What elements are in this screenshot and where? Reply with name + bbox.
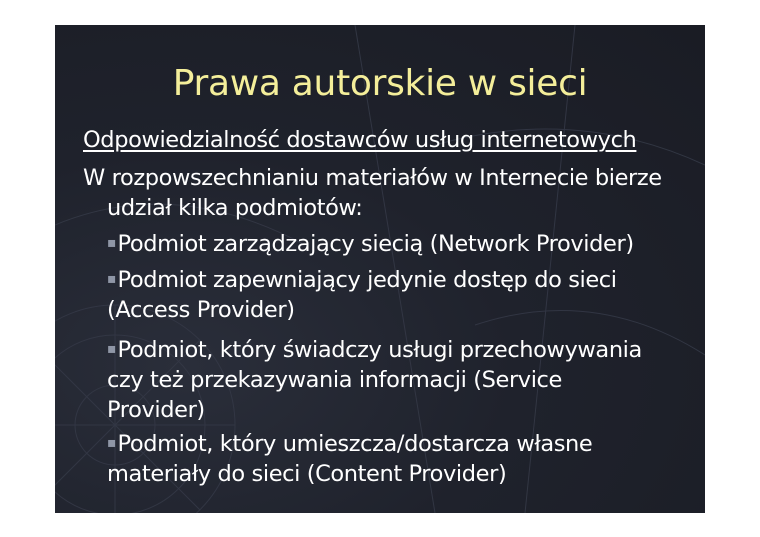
intro-text-line-2: udział kilka podmiotów: [107, 195, 363, 221]
square-bullet-icon: ▪ [107, 341, 117, 357]
slide-subheading: Odpowiedzialność dostawców usług internetowych [83, 127, 637, 153]
square-bullet-icon: ▪ [107, 435, 117, 451]
list-item-text: Podmiot zapewniający jedynie dostęp do sieci [117, 267, 617, 293]
list-item-service-provider-continuation-2: Provider) [107, 397, 205, 423]
list-item-content-provider [107, 429, 592, 462]
square-bullet-icon: ▪ [107, 271, 117, 287]
list-item-service-provider-continuation-1: czy też przekazywania informacji (Service [107, 367, 562, 393]
list-item-access-provider [107, 265, 617, 298]
list-item-service-provider [107, 335, 642, 368]
list-item-network-provider [107, 229, 634, 262]
slide-title: Prawa autorskie w sieci [172, 63, 588, 104]
list-item-access-provider-continuation: (Access Provider) [107, 297, 295, 323]
list-item-content-provider-continuation: materiały do sieci (Content Provider) [107, 461, 507, 487]
list-item-text: Podmiot zarządzający siecią (Network Provider) [117, 231, 634, 257]
list-item-text: Podmiot, który świadczy usługi przechowywania [117, 337, 642, 363]
list-item-text: Podmiot, który umieszcza/dostarcza własne [117, 431, 593, 457]
presentation-slide [55, 25, 705, 513]
intro-text-line-1: W rozpowszechnianiu materiałów w Internecie bierze [83, 165, 662, 191]
square-bullet-icon: ▪ [107, 235, 117, 251]
